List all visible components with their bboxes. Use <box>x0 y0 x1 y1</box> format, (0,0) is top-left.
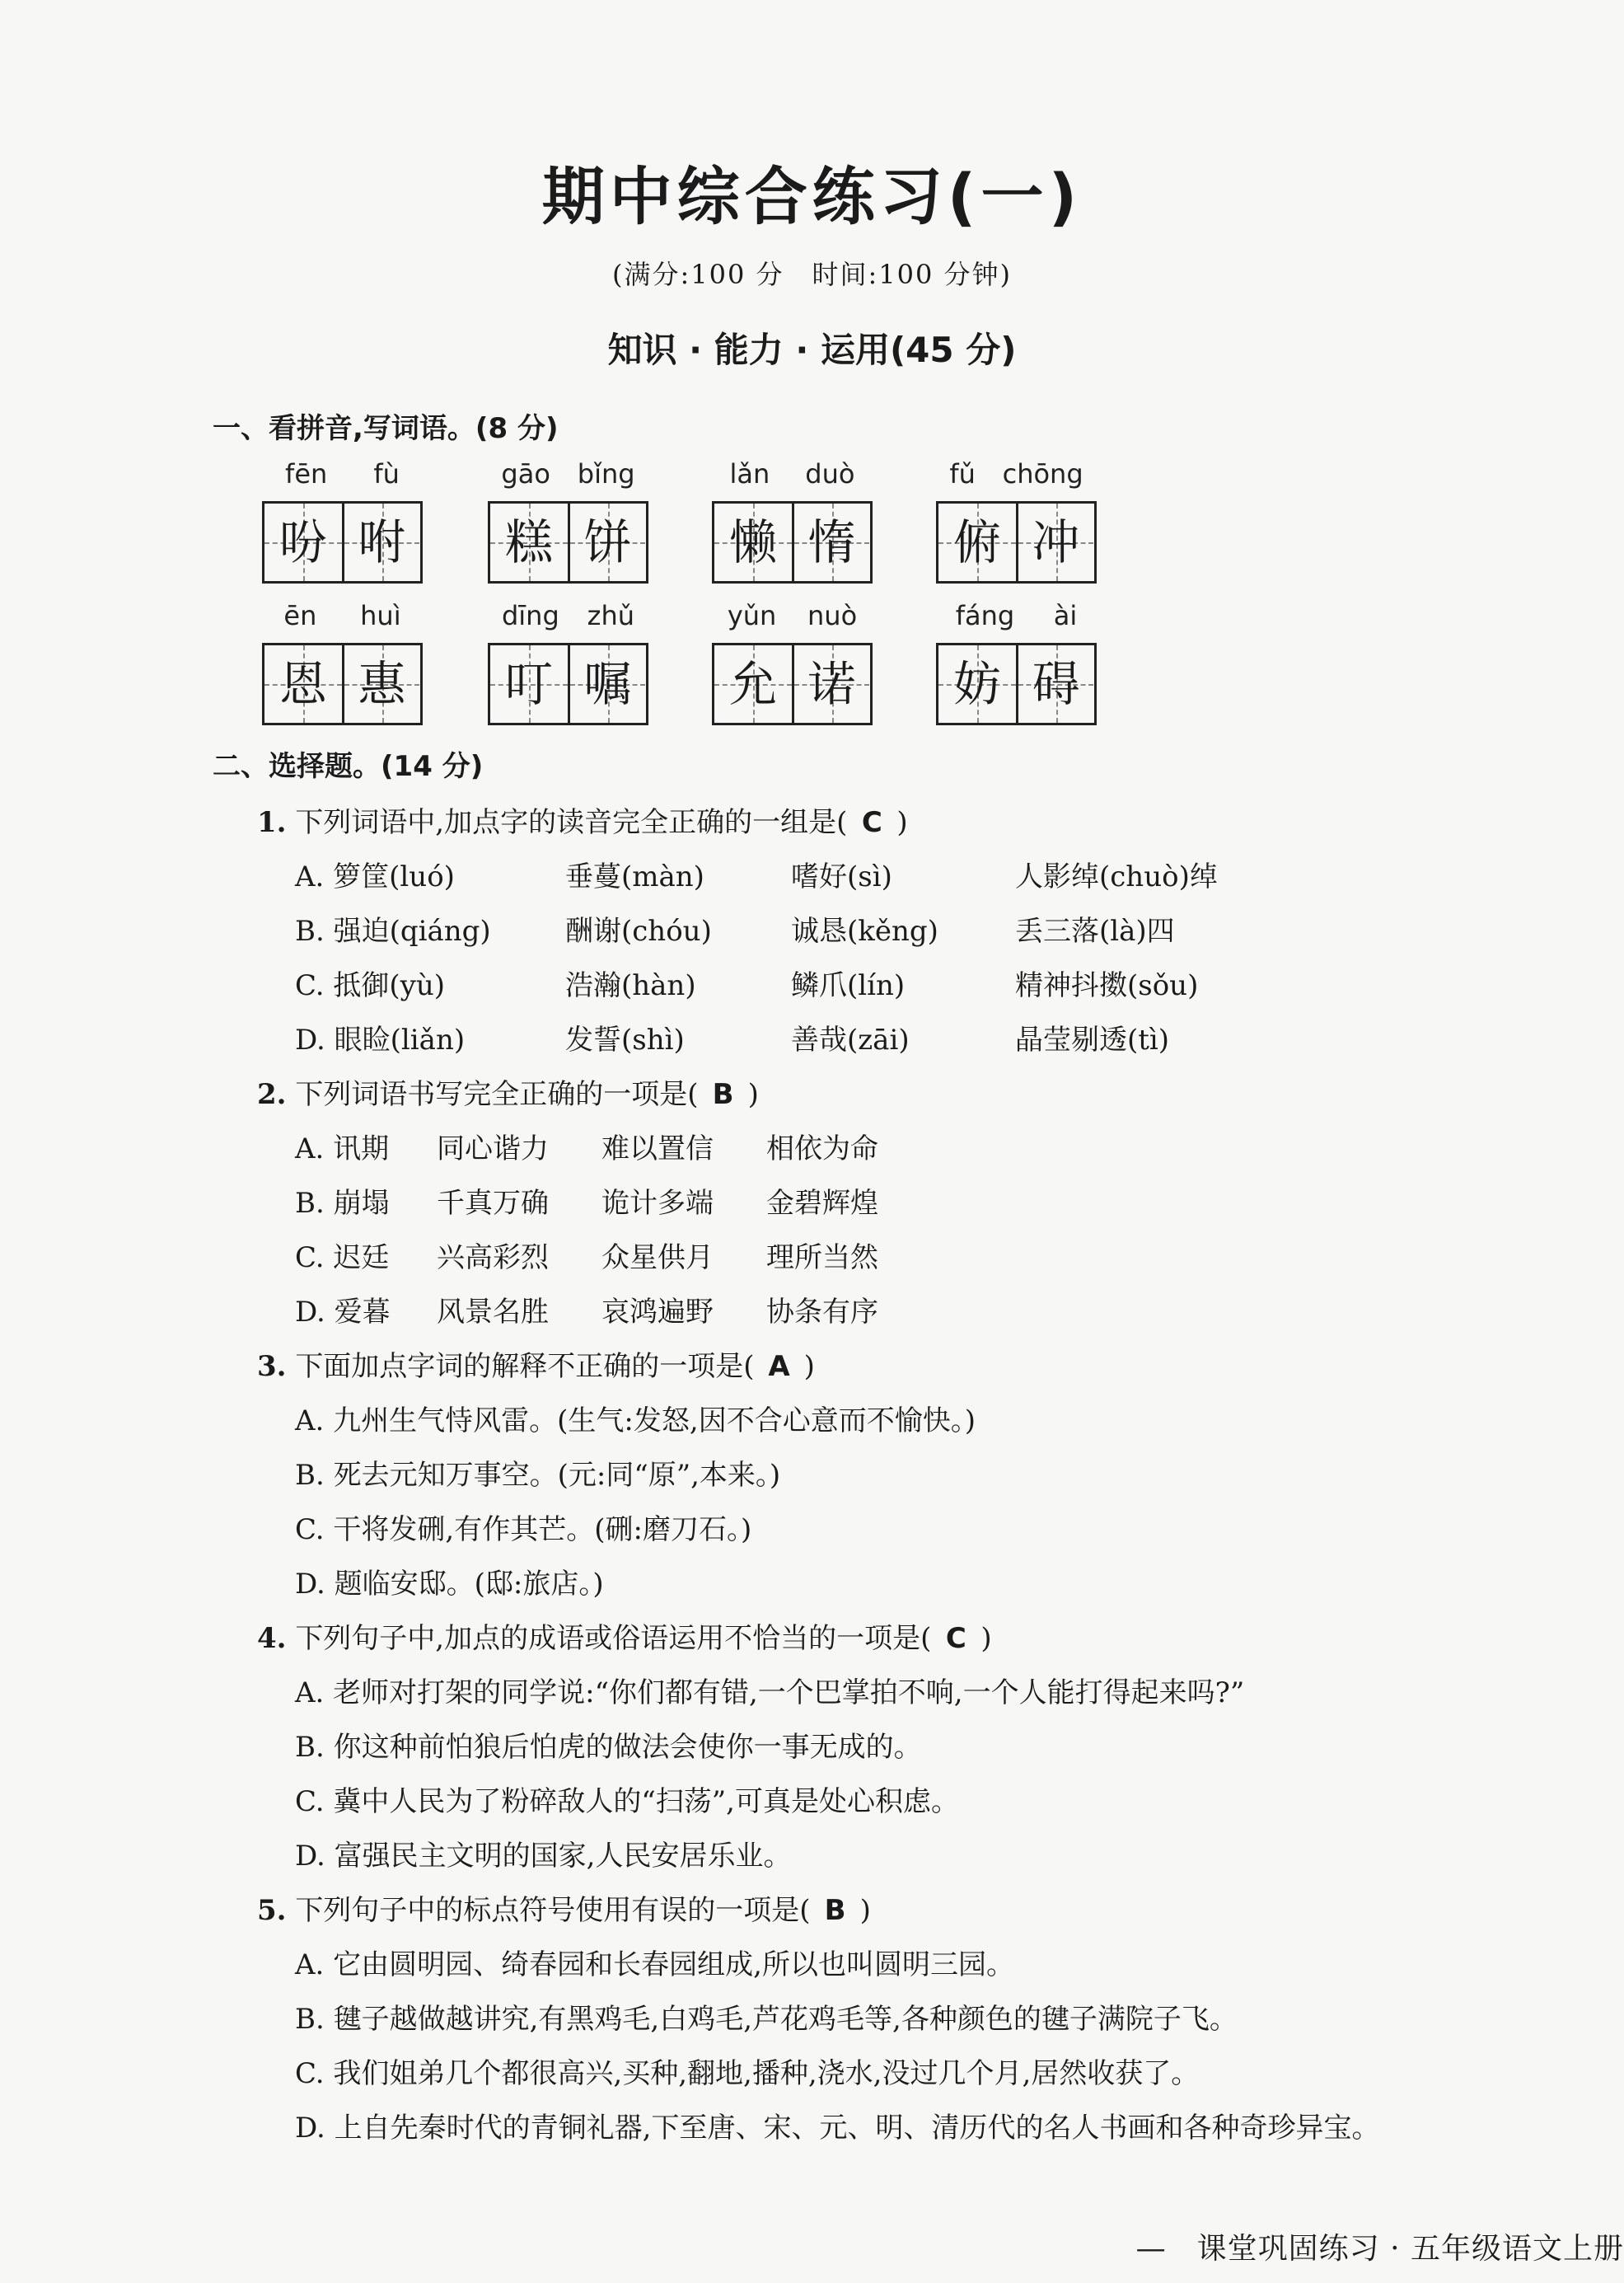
answer: B <box>712 1078 734 1111</box>
word-box <box>262 458 423 584</box>
question-stem <box>257 1615 992 1656</box>
option: D. 眼睑(liǎn) <box>295 1024 466 1057</box>
page-title: 期中综合练习(一) <box>541 160 1083 233</box>
pinyin: huì <box>360 600 401 631</box>
stem-text: 下面加点字词的解释不正确的一项是( <box>295 1350 755 1383</box>
option: C. 抵御(yù) <box>295 969 446 1002</box>
pinyin: fù <box>373 458 400 490</box>
option: 同心谐力 <box>437 1132 549 1165</box>
option: 诚恳(kěng) <box>791 915 938 948</box>
option: 千真万确 <box>437 1187 549 1220</box>
question-number: 3. <box>257 1350 287 1383</box>
question-number: 4. <box>257 1622 287 1655</box>
stem-text: 下列词语中,加点字的读音完全正确的一组是( <box>295 806 848 839</box>
option: 诡计多端 <box>601 1187 714 1220</box>
written-char: 懒 <box>728 514 777 570</box>
option: B. 崩塌 <box>295 1187 390 1220</box>
written-char: 咐 <box>358 514 406 570</box>
pinyin: bǐng <box>577 458 635 490</box>
question-stem <box>257 1887 871 1928</box>
pinyin: gāo <box>501 458 550 490</box>
word-box <box>488 600 648 725</box>
written-char: 嘱 <box>583 656 632 712</box>
close-paren: ) <box>896 806 908 839</box>
option: B. 死去元知万事空。(元:同“原”,本来。) <box>295 1459 781 1492</box>
answer: B <box>824 1894 846 1927</box>
pinyin: fēn <box>285 458 328 490</box>
option: 众星供月 <box>601 1241 714 1274</box>
question-number: 2. <box>257 1078 287 1111</box>
question-1-heading: 一、看拼音,写词语。(8 分) <box>213 412 559 445</box>
option: D. 题临安邸。(邸:旅店。) <box>295 1568 604 1601</box>
pinyin: yǔn <box>727 600 777 631</box>
option: 哀鸿遍野 <box>601 1296 714 1329</box>
option: C. 迟廷 <box>295 1241 390 1274</box>
written-char: 吩 <box>278 514 327 570</box>
option: 垂蔓(màn) <box>565 860 704 893</box>
word-box <box>262 600 423 725</box>
pinyin: chōng <box>1002 458 1083 490</box>
section-heading: 知识 · 能力 · 运用(45 分) <box>607 330 1017 370</box>
word-box <box>712 458 873 584</box>
option: A. 老师对打架的同学说:“你们都有错,一个巴掌拍不响,一个人能打得起来吗?” <box>295 1676 1245 1709</box>
page-footer: — 课堂巩固练习 · 五年级语文上册 <box>1135 2232 1624 2266</box>
option: 理所当然 <box>766 1241 878 1274</box>
pinyin: fǔ <box>949 458 976 490</box>
option: 嗜好(sì) <box>791 860 892 893</box>
pinyin: lǎn <box>729 458 770 490</box>
written-char: 俯 <box>952 514 1001 570</box>
option: 酬谢(chóu) <box>565 915 712 948</box>
option: A. 箩筐(luó) <box>295 860 455 893</box>
written-char: 惰 <box>807 514 856 570</box>
stem-text: 下列句子中,加点的成语或俗语运用不恰当的一项是( <box>295 1622 932 1655</box>
option: 金碧辉煌 <box>766 1187 878 1220</box>
option: 善哉(zāi) <box>791 1024 910 1057</box>
option: 浩瀚(hàn) <box>565 969 696 1002</box>
word-box <box>488 458 648 584</box>
pinyin: zhǔ <box>587 600 635 631</box>
written-char: 诺 <box>807 656 856 712</box>
pinyin: fáng <box>955 600 1015 631</box>
option: A. 它由圆明园、绮春园和长春园组成,所以也叫圆明三园。 <box>295 1948 1014 1981</box>
stem-text: 下列词语书写完全正确的一项是( <box>295 1078 699 1111</box>
written-char: 饼 <box>583 514 632 570</box>
option: D. 爱暮 <box>295 1296 391 1329</box>
option: 风景名胜 <box>437 1296 549 1329</box>
written-char: 允 <box>728 656 777 712</box>
question-stem <box>257 1343 815 1384</box>
option: D. 上自先秦时代的青铜礼器,下至唐、宋、元、明、清历代的名人书画和各种奇珍异宝。 <box>295 2112 1380 2145</box>
answer: A <box>768 1350 790 1383</box>
option: 晶莹剔透(tì) <box>1015 1024 1170 1057</box>
written-char: 妨 <box>952 656 1001 712</box>
option: 丢三落(là)四 <box>1015 915 1175 948</box>
option: 精神抖擞(sǒu) <box>1015 969 1199 1002</box>
option: 鳞爪(lín) <box>791 969 906 1002</box>
question-stem <box>257 1071 759 1112</box>
option: 难以置信 <box>601 1132 714 1165</box>
option: C. 冀中人民为了粉碎敌人的“扫荡”,可真是处心积虑。 <box>295 1785 959 1818</box>
close-paren: ) <box>747 1078 759 1111</box>
option: B. 强迫(qiáng) <box>295 915 491 948</box>
option: B. 你这种前怕狼后怕虎的做法会使你一事无成的。 <box>295 1731 922 1764</box>
option: 发誓(shì) <box>565 1024 685 1057</box>
question-number: 1. <box>257 806 287 839</box>
question-2-heading: 二、选择题。(14 分) <box>213 750 484 783</box>
written-char: 碍 <box>1032 656 1080 712</box>
pinyin: dīng <box>501 600 559 631</box>
stem-text: 下列句子中的标点符号使用有误的一项是( <box>295 1894 811 1927</box>
score-time-info: (满分:100 分 时间:100 分钟) <box>611 259 1013 290</box>
close-paren: ) <box>859 1894 871 1927</box>
written-char: 冲 <box>1032 514 1080 570</box>
pinyin: ēn <box>283 600 317 631</box>
written-char: 糕 <box>504 514 553 570</box>
option: D. 富强民主文明的国家,人民安居乐业。 <box>295 1840 792 1873</box>
answer: C <box>861 806 882 839</box>
option: 相依为命 <box>766 1132 878 1165</box>
written-char: 叮 <box>504 656 553 712</box>
option: A. 九州生气恃风雷。(生气:发怒,因不合心意而不愉快。) <box>295 1404 976 1437</box>
close-paren: ) <box>803 1350 815 1383</box>
option: 兴高彩烈 <box>437 1241 549 1274</box>
written-char: 恩 <box>278 656 327 712</box>
pinyin: duò <box>805 458 855 490</box>
word-box <box>936 458 1097 584</box>
close-paren: ) <box>980 1622 992 1655</box>
word-box <box>936 600 1097 725</box>
answer: C <box>945 1622 966 1655</box>
option: A. 讯期 <box>295 1132 390 1165</box>
question-number: 5. <box>257 1894 287 1927</box>
pinyin: ài <box>1053 600 1078 631</box>
question-stem <box>257 799 908 840</box>
pinyin: nuò <box>807 600 858 631</box>
word-box <box>712 600 873 725</box>
option: C. 我们姐弟几个都很高兴,买种,翻地,播种,浇水,没过几个月,居然收获了。 <box>295 2057 1200 2090</box>
option: B. 毽子越做越讲究,有黑鸡毛,白鸡毛,芦花鸡毛等,各种颜色的毽子满院子飞。 <box>295 2003 1238 2036</box>
written-char: 惠 <box>358 656 406 712</box>
option: 协条有序 <box>766 1296 878 1329</box>
option: C. 干将发硎,有作其芒。(硎:磨刀石。) <box>295 1513 752 1546</box>
option: 人影绰(chuò)绰 <box>1015 860 1218 893</box>
